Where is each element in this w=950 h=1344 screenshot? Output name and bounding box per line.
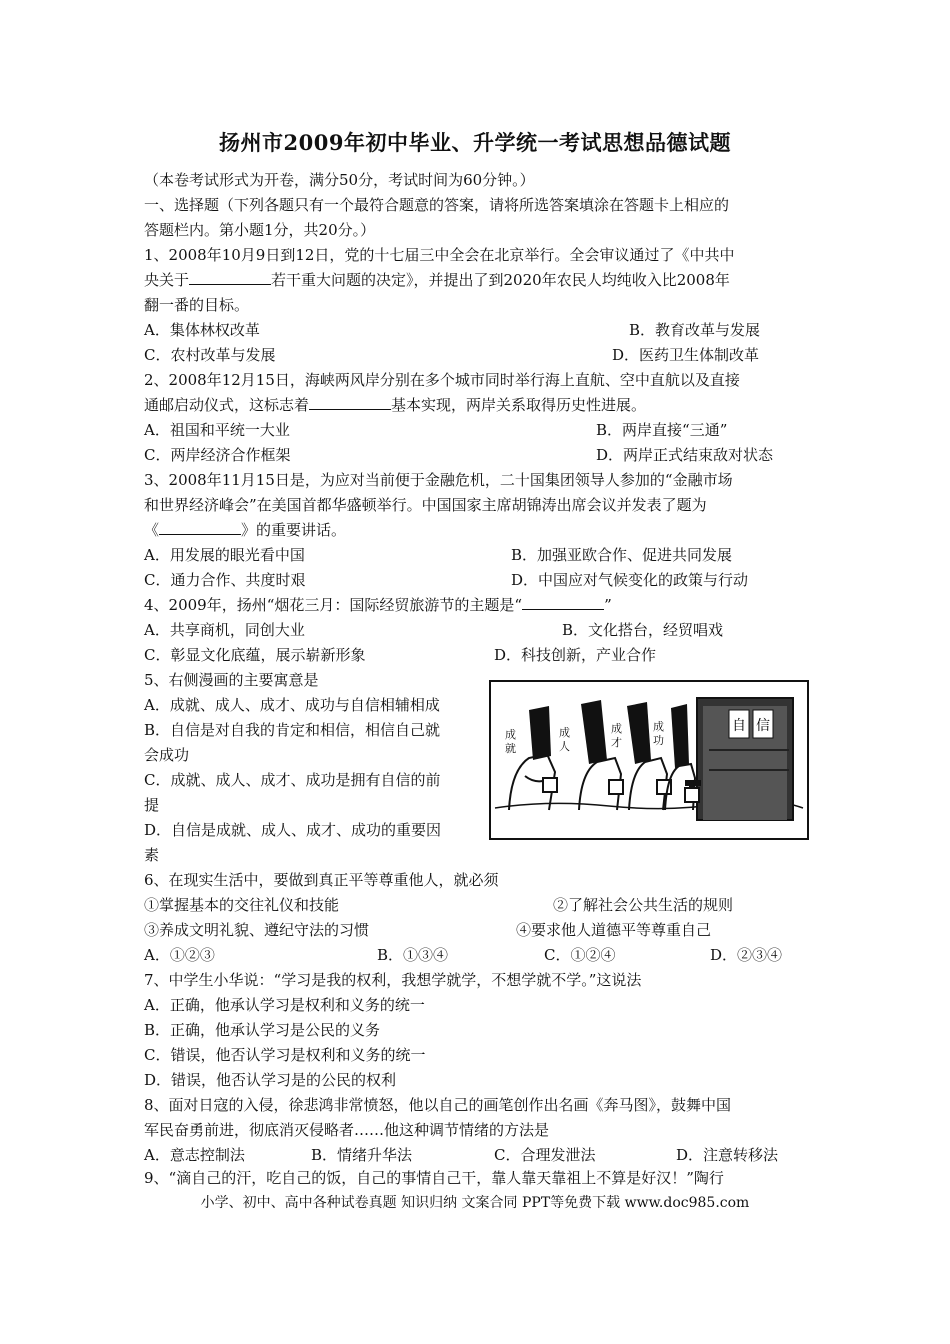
box-label-1: 自 xyxy=(732,718,746,734)
cartoon-illustration xyxy=(489,680,809,840)
q1-stem-line1: 1、2008年10月9日到12日，党的十七届三中全会在北京举行。全会审议通过了《中共中 xyxy=(144,246,735,264)
q3-stem-part: 《 xyxy=(144,521,160,539)
q2-stem-line2 xyxy=(144,395,646,415)
q5-option-d-line1: D．自信是成就、成人、成才、成功的重要因 xyxy=(144,821,442,839)
q6-option-b: B．①③④ xyxy=(377,946,449,964)
q1-option-a: A．集体林权改革 xyxy=(144,321,260,339)
fig4-label-1: 成 xyxy=(653,720,664,733)
q1-stem-line2 xyxy=(144,270,730,290)
fig2-label-2: 人 xyxy=(559,740,570,753)
q7-option-c: C．错误，他否认学习是权利和义务的统一 xyxy=(144,1046,426,1064)
section-heading-line2: 答题栏内。第小题1分，共20分。） xyxy=(144,221,376,239)
q4-option-d: D．科技创新，产业合作 xyxy=(494,646,657,664)
answer-blank xyxy=(189,270,271,285)
q3-stem-part: 》的重要讲话。 xyxy=(241,521,347,539)
q1-option-c: C．农村改革与发展 xyxy=(144,346,276,364)
q3-stem-line2: 和世界经济峰会”在美国首都华盛顿举行。中国国家主席胡锦涛出席会议并发表了题为 xyxy=(144,496,707,514)
q8-option-a: A．意志控制法 xyxy=(144,1146,245,1164)
fig3-label-1: 成 xyxy=(611,722,622,735)
q6-statement-3: ③养成文明礼貌、遵纪守法的习惯 xyxy=(144,921,370,939)
q8-stem-line2: 军民奋勇前进，彻底消灭侵略者……他这种调节情绪的方法是 xyxy=(144,1121,550,1139)
q1-stem-line3: 翻一番的目标。 xyxy=(144,296,250,314)
q4-stem-part: ” xyxy=(604,596,612,614)
q6-option-c: C．①②④ xyxy=(544,946,616,964)
q5-option-b-line1: B．自信是对自我的肯定和相信，相信自己就 xyxy=(144,721,441,739)
q4-stem-line1 xyxy=(144,595,612,615)
box-label-2: 信 xyxy=(756,718,770,734)
q2-stem-part: 通邮启动仪式，这标志着 xyxy=(144,396,310,414)
q8-stem-line1: 8、面对日寇的入侵，徐悲鸿非常愤怒，他以自己的画笔创作出名画《奔马图》，鼓舞中国 xyxy=(144,1096,732,1114)
q7-stem-line1: 7、中学生小华说：“学习是我的权利，我想学就学，不想学就不学。”这说法 xyxy=(144,971,642,989)
q3-option-b: B．加强亚欧合作、促进共同发展 xyxy=(511,546,733,564)
fig1-label-2: 就 xyxy=(505,742,516,755)
fig1-label-1: 成 xyxy=(505,728,516,741)
q6-stem-line1: 6、在现实生活中，要做到真正平等尊重他人，就必须 xyxy=(144,871,499,889)
q3-option-a: A．用发展的眼光看中国 xyxy=(144,546,305,564)
q3-stem-line1: 3、2008年11月15日是，为应对当前便于金融危机，二十国集团领导人参加的“金融市场 xyxy=(144,471,733,489)
q1-stem-part: 若干重大问题的决定》，并提出了到2020年农民人均纯收入比2008年 xyxy=(271,271,730,289)
q8-option-b: B．情绪升华法 xyxy=(311,1146,413,1164)
q5-option-a: A．成就、成人、成才、成功与自信相辅相成 xyxy=(144,696,440,714)
q2-option-d: D．两岸正式结束敌对状态 xyxy=(596,446,774,464)
q2-option-c: C．两岸经济合作框架 xyxy=(144,446,291,464)
q7-option-d: D．错误，他否认学习是的公民的权利 xyxy=(144,1071,397,1089)
q5-option-c-line1: C．成就、成人、成才、成功是拥有自信的前 xyxy=(144,771,441,789)
q4-option-a: A．共享商机，同创大业 xyxy=(144,621,305,639)
answer-blank xyxy=(522,595,604,610)
q9-stem-line1: 9、“滴自己的汗，吃自己的饭，自己的事情自己干，靠人靠天靠祖上不算是好汉！”陶行 xyxy=(144,1169,724,1187)
q6-option-d: D．②③④ xyxy=(710,946,783,964)
q8-option-c: C．合理发泄法 xyxy=(494,1146,596,1164)
q5-option-b-line2: 会成功 xyxy=(144,746,190,764)
q1-option-b: B．教育改革与发展 xyxy=(629,321,761,339)
q3-stem-line3 xyxy=(144,520,346,540)
q1-stem-part: 央关于 xyxy=(144,271,190,289)
fig4-label-2: 功 xyxy=(653,734,664,747)
q7-option-a: A．正确，他承认学习是权利和义务的统一 xyxy=(144,996,425,1014)
q3-option-c: C．通力合作、共度时艰 xyxy=(144,571,306,589)
answer-blank xyxy=(159,520,241,535)
q7-option-b: B．正确，他承认学习是公民的义务 xyxy=(144,1021,381,1039)
q2-stem-part: 基本实现，两岸关系取得历史性进展。 xyxy=(391,396,647,414)
fig2-label-1: 成 xyxy=(559,726,570,739)
q4-option-b: B．文化搭台，经贸唱戏 xyxy=(562,621,724,639)
q5-option-c-line2: 提 xyxy=(144,796,160,814)
q4-option-c: C．彰显文化底蕴，展示崭新形象 xyxy=(144,646,366,664)
page-title: 扬州市2009年初中毕业、升学统一考试思想品德试题 xyxy=(219,130,731,155)
q2-option-b: B．两岸直接“三通” xyxy=(596,421,728,439)
q6-statement-2: ②了解社会公共生活的规则 xyxy=(553,896,734,914)
q6-statement-1: ①掌握基本的交往礼仪和技能 xyxy=(144,896,340,914)
q1-option-d: D．医药卫生体制改革 xyxy=(612,346,760,364)
answer-blank xyxy=(309,395,391,410)
q6-option-a: A．①②③ xyxy=(144,946,215,964)
confidence-machine xyxy=(685,698,793,820)
q3-option-d: D．中国应对气候变化的政策与行动 xyxy=(511,571,749,589)
q2-stem-line1: 2、2008年12月15日，海峡两风岸分别在多个城市同时举行海上直航、空中直航以及直接 xyxy=(144,371,740,389)
section-heading-line1: 一、选择题（下列各题只有一个最符合题意的答案，请将所选答案填涂在答题卡上相应的 xyxy=(144,196,730,214)
footer-note: 小学、初中、高中各种试卷真题 知识归纳 文案合同 PPT等免费下载 www.doc985.com xyxy=(200,1195,750,1211)
exam-note: （本卷考试形式为开卷，满分50分，考试时间为60分钟。） xyxy=(144,171,535,189)
q5-option-d-line2: 素 xyxy=(144,846,160,864)
q8-option-d: D．注意转移法 xyxy=(676,1146,779,1164)
q2-option-a: A．祖国和平统一大业 xyxy=(144,421,290,439)
q6-statement-4: ④要求他人道德平等尊重自己 xyxy=(516,921,712,939)
fig3-label-2: 才 xyxy=(611,736,622,749)
q4-stem-part: 4、2009年，扬州“烟花三月：国际经贸旅游节的主题是“ xyxy=(144,596,523,614)
q5-stem-line1: 5、右侧漫画的主要寓意是 xyxy=(144,671,319,689)
